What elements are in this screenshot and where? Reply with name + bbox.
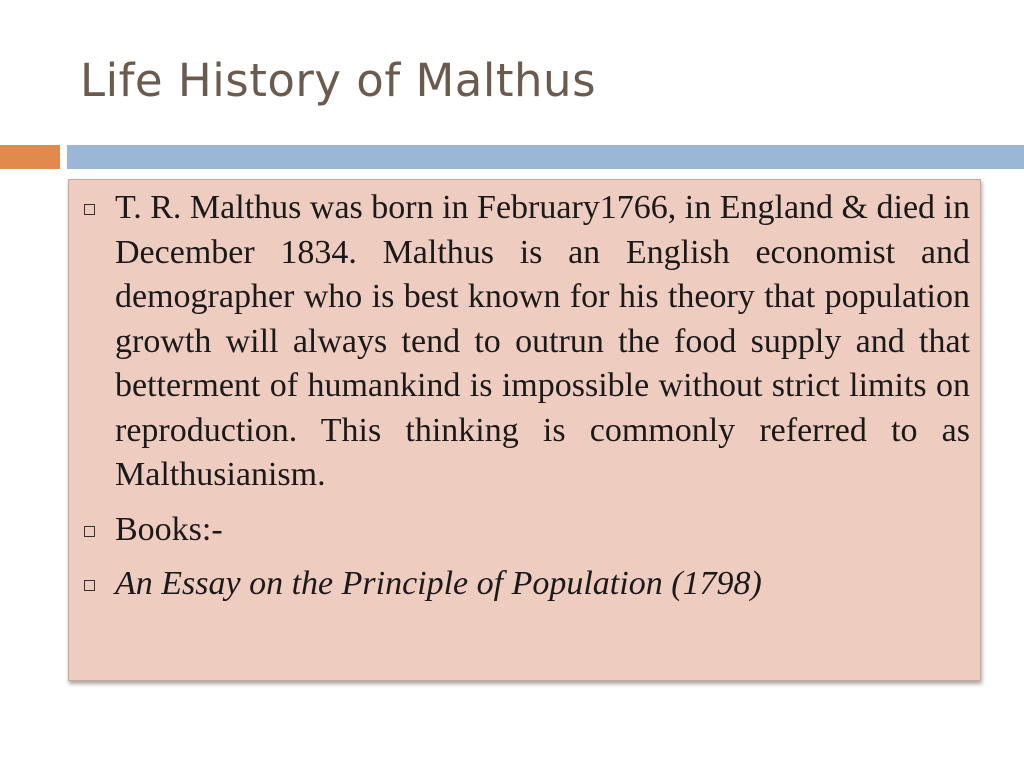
square-bullet-icon	[84, 204, 95, 215]
bullet-text: T. R. Malthus was born in February1766, in England & died in December 1834. Malthus is an English economist and demographer who is best known for his theory that population growth will always tend to outrun the food supply and that betterment of humankind is impossible without strict limits on reproduction. This thinking is commonly referred to as Malthusianism.	[115, 189, 970, 493]
square-bullet-icon	[84, 526, 95, 537]
slide-title: Life History of Malthus	[80, 54, 597, 107]
bullet-text: Books:-	[115, 510, 223, 548]
content-box	[68, 179, 981, 681]
bullet-list	[83, 186, 970, 607]
accent-bar-blue	[67, 145, 1024, 169]
accent-bar-orange	[0, 145, 60, 169]
bullet-item-books	[83, 508, 970, 553]
bullet-item-essay	[83, 562, 970, 607]
bullet-text: An Essay on the Principle of Population (1798)	[115, 565, 762, 602]
square-bullet-icon	[84, 580, 95, 591]
bullet-item-biography	[83, 186, 970, 498]
